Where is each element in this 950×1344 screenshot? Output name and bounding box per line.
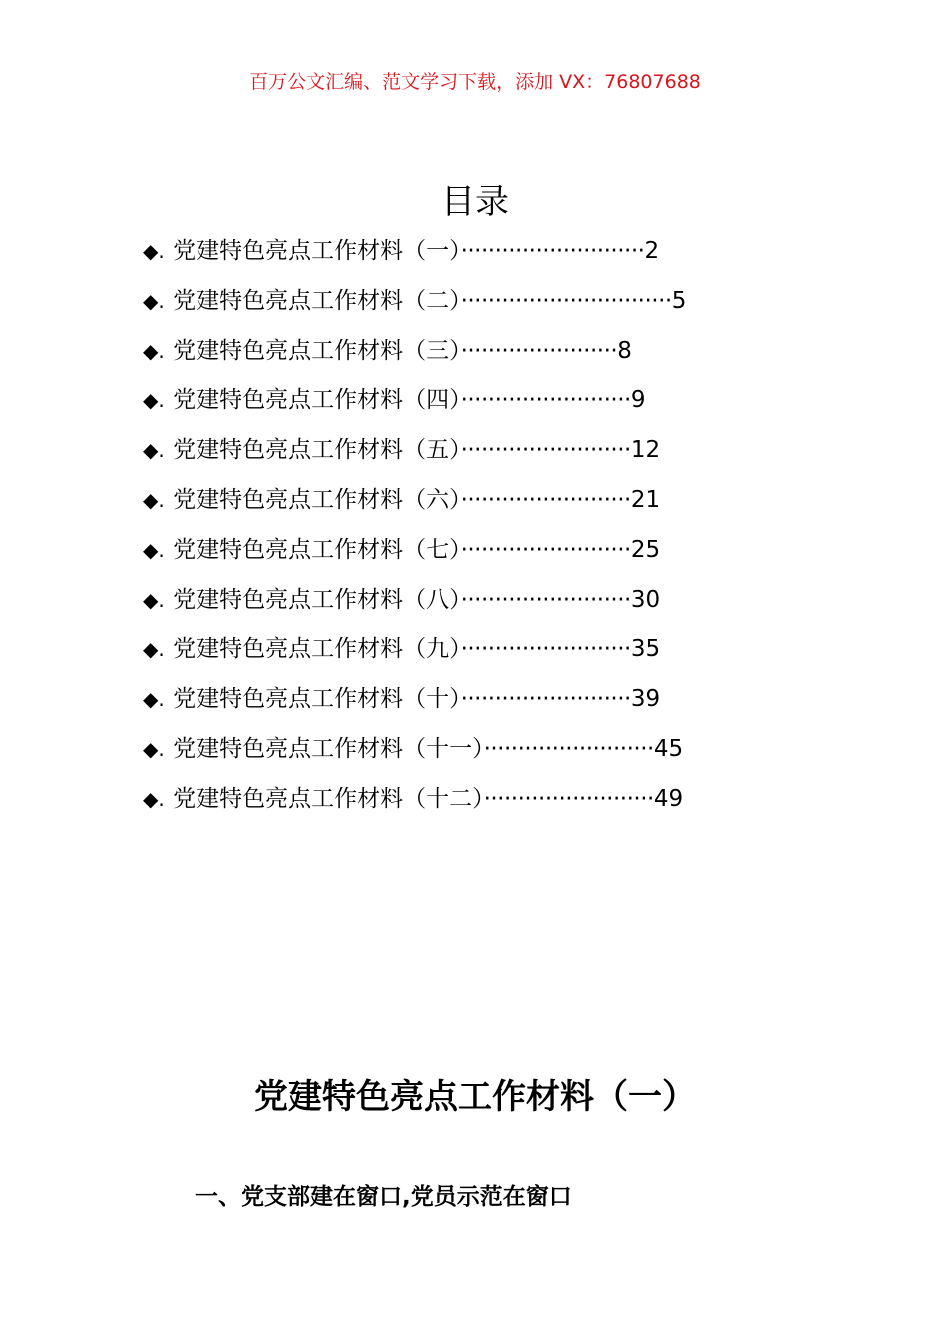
diamond-bullet-icon: ◆. <box>143 587 165 612</box>
toc-entry-label: 党建特色亮点工作材料（六） <box>173 486 461 513</box>
toc-entry-label: 党建特色亮点工作材料（三） <box>173 337 461 364</box>
toc-entry-label: 党建特色亮点工作材料（二） <box>173 287 461 314</box>
toc-entry-label: 党建特色亮点工作材料（四） <box>173 387 461 414</box>
toc-page-number: 21 <box>630 486 661 513</box>
diamond-bullet-icon: ◆. <box>143 687 165 712</box>
toc-dot-leader: ························· <box>460 636 631 663</box>
section-title: 党建特色亮点工作材料（一） <box>254 1077 696 1117</box>
toc-dot-leader: ························· <box>460 536 631 563</box>
toc-entry-label: 党建特色亮点工作材料（一） <box>173 238 461 264</box>
toc-list <box>143 234 686 832</box>
toc-dot-leader: ······························· <box>460 287 672 314</box>
toc-entry[interactable] <box>143 334 686 384</box>
toc-page-number: 12 <box>630 437 661 464</box>
diamond-bullet-icon: ◆. <box>143 537 165 562</box>
toc-entry[interactable] <box>143 632 686 682</box>
toc-entry[interactable] <box>143 234 686 284</box>
toc-page-number: 30 <box>630 586 661 613</box>
toc-entry-label: 党建特色亮点工作材料（十） <box>173 686 461 713</box>
diamond-bullet-icon: ◆. <box>143 637 165 662</box>
toc-dot-leader: ························· <box>483 735 654 762</box>
toc-page-number: 35 <box>630 636 661 663</box>
toc-entry-label: 党建特色亮点工作材料（十二） <box>173 785 484 812</box>
toc-entry-label: 党建特色亮点工作材料（五） <box>173 437 461 464</box>
diamond-bullet-icon: ◆. <box>143 438 165 463</box>
toc-entry[interactable] <box>143 682 686 732</box>
toc-entry[interactable] <box>143 533 686 583</box>
toc-dot-leader: ························· <box>460 387 631 414</box>
toc-page-number: 49 <box>653 785 684 812</box>
toc-page-number: 45 <box>653 735 684 762</box>
toc-entry[interactable] <box>143 782 686 832</box>
toc-dot-leader: ························· <box>483 785 654 812</box>
toc-entry[interactable] <box>143 433 686 483</box>
toc-entry[interactable] <box>143 583 686 633</box>
toc-entry[interactable] <box>143 732 686 782</box>
toc-dot-leader: ························· <box>460 586 631 613</box>
toc-page-number: 8 <box>617 337 632 364</box>
diamond-bullet-icon: ◆. <box>143 239 165 263</box>
toc-dot-leader: ························· <box>460 437 631 464</box>
diamond-bullet-icon: ◆. <box>143 288 165 313</box>
diamond-bullet-icon: ◆. <box>143 388 165 413</box>
diamond-bullet-icon: ◆. <box>143 338 165 363</box>
toc-dot-leader: ························· <box>460 686 631 713</box>
diamond-bullet-icon: ◆. <box>143 487 165 512</box>
toc-entry[interactable] <box>143 284 686 334</box>
toc-entry[interactable] <box>143 483 686 533</box>
toc-entry-label: 党建特色亮点工作材料（八） <box>173 586 461 613</box>
watermark-header: 百万公文汇编、范文学习下载，添加 VX：76807688 <box>249 71 701 93</box>
toc-entry-label: 党建特色亮点工作材料（九） <box>173 636 461 663</box>
toc-dot-leader: ··························· <box>460 238 645 264</box>
toc-page-number: 39 <box>630 686 661 713</box>
toc-entry-label: 党建特色亮点工作材料（十一） <box>173 735 484 762</box>
toc-entry-label: 党建特色亮点工作材料（七） <box>173 536 461 563</box>
toc-page-number: 9 <box>630 387 646 414</box>
diamond-bullet-icon: ◆. <box>143 786 165 811</box>
toc-dot-leader: ························· <box>460 486 631 513</box>
diamond-bullet-icon: ◆. <box>143 736 165 761</box>
toc-title: 目录 <box>441 182 509 222</box>
toc-page-number: 5 <box>671 287 687 314</box>
section-subheading: 一、党支部建在窗口,党员示范在窗口 <box>195 1184 572 1210</box>
toc-page-number: 25 <box>630 536 661 563</box>
toc-page-number: 2 <box>644 238 660 264</box>
toc-entry[interactable] <box>143 383 686 433</box>
toc-dot-leader: ······················· <box>460 337 618 364</box>
